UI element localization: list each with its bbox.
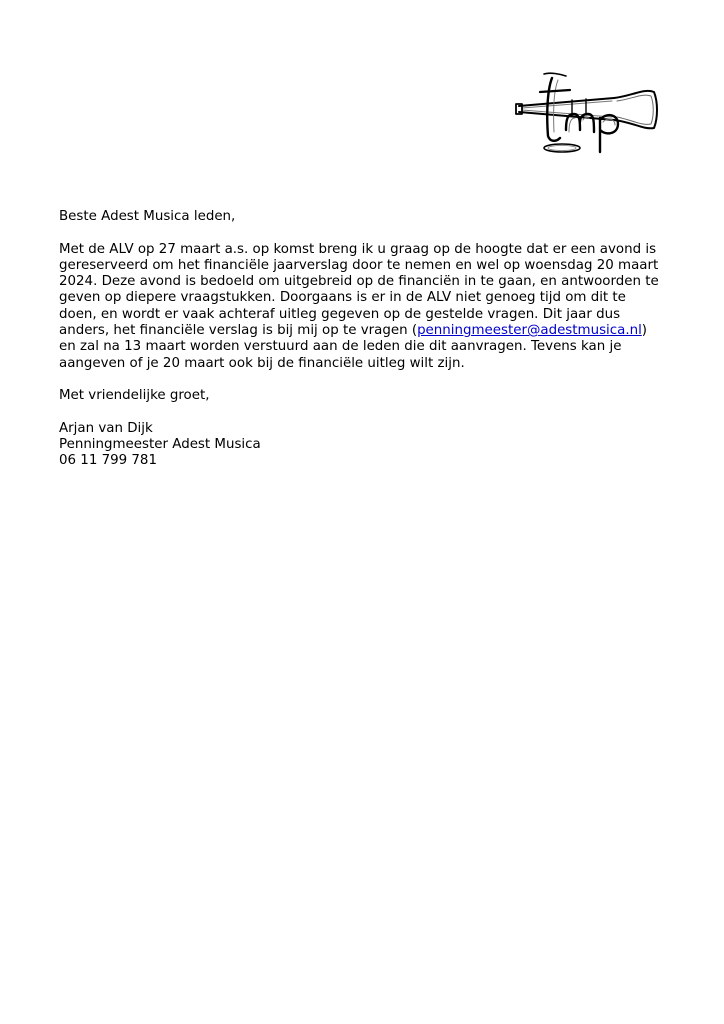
letter-body bbox=[59, 209, 671, 470]
paragraph-line: Met de ALV op 27 maart a.s. op komst breng ik u graag op de hoogte dat er een avond is bbox=[59, 241, 657, 257]
trumpet-logo bbox=[514, 70, 660, 158]
paragraph-line: en zal na 13 maart worden verstuurd aan de leden die dit aanvragen. Tevens kan je bbox=[59, 339, 622, 355]
trumpet-icon bbox=[514, 70, 660, 158]
email-line-before: anders, het financiële verslag is bij mij op te vragen ( bbox=[59, 323, 418, 339]
signature-block bbox=[59, 421, 671, 470]
salutation: Beste Adest Musica leden, bbox=[59, 209, 236, 224]
email-line-after: ) bbox=[641, 323, 648, 339]
closing: Met vriendelijke groet, bbox=[59, 388, 210, 404]
signature-name: Arjan van Dijk bbox=[59, 420, 153, 436]
email-link[interactable]: penningmeester@adestmusica.nl bbox=[417, 323, 642, 339]
signature-phone: 06 11 799 781 bbox=[59, 453, 157, 469]
paragraph-line: aangeven of je 20 maart ook bij de financiële uitleg wilt zijn. bbox=[59, 355, 465, 371]
paragraph-line: doen, en wordt er vaak achteraf uitleg gegeven op de gestelde vragen. Dit jaar dus bbox=[59, 306, 621, 322]
main-paragraph bbox=[59, 242, 671, 372]
signature-role: Penningmeester Adest Musica bbox=[59, 437, 261, 453]
paragraph-line: gereserveerd om het financiële jaarverslag door te nemen en wel op woensdag 20 maart bbox=[59, 257, 659, 273]
paragraph-line: geven op diepere vraagstukken. Doorgaans is er in de ALV niet genoeg tijd om dit te bbox=[59, 290, 626, 306]
paragraph-line: 2024. Deze avond is bedoeld om uitgebreid op de financiën in te gaan, en antwoorden te bbox=[59, 274, 659, 290]
paragraph-line-with-email bbox=[59, 323, 671, 339]
